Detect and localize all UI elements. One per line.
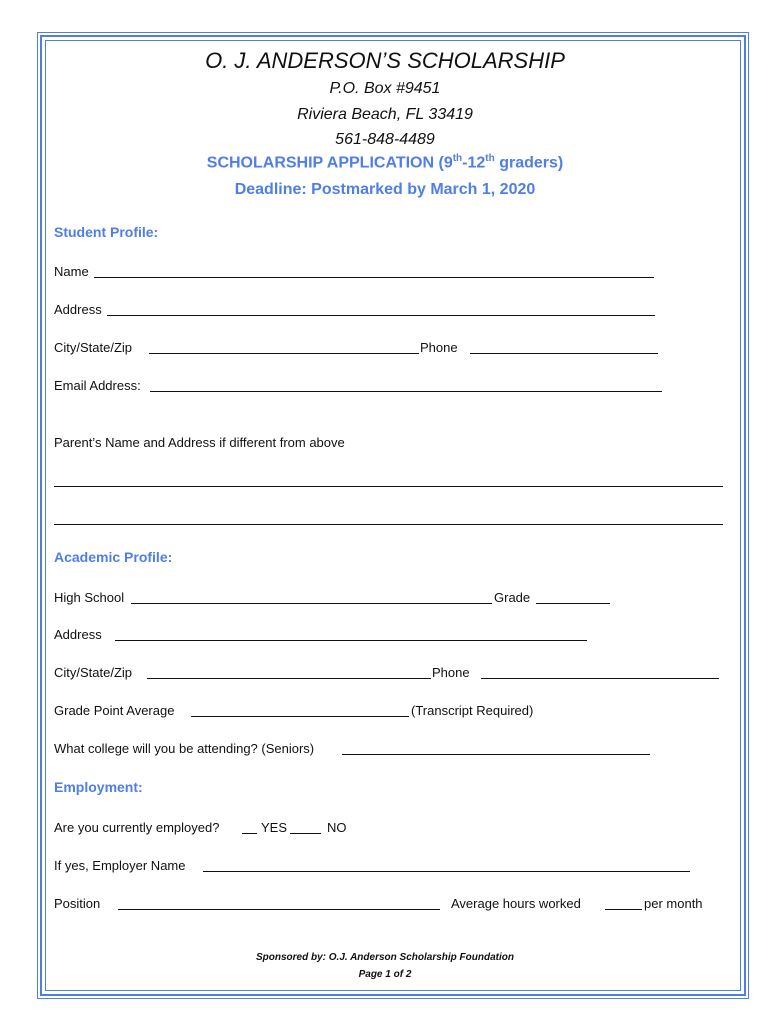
academic-citystatezip-label: City/State/Zip [54, 665, 133, 680]
position-label: Position [54, 896, 101, 911]
page-number: Page 1 of 2 [358, 969, 412, 980]
name-field[interactable] [94, 277, 654, 278]
phone-line: 561-848-4489 [335, 131, 435, 148]
academic-address-field[interactable] [115, 640, 587, 641]
academic-phone-field[interactable] [481, 678, 719, 679]
gpa-field[interactable] [191, 716, 409, 717]
college-field[interactable] [342, 754, 650, 755]
yes-blank[interactable] [242, 833, 257, 834]
parent-field-line-2[interactable] [54, 524, 723, 525]
citystatezip-label: City/State/Zip [54, 340, 133, 355]
address-field[interactable] [107, 315, 655, 316]
email-label: Email Address: [54, 378, 141, 393]
phone-label: Phone [420, 340, 458, 355]
application-heading: SCHOLARSHIP APPLICATION (9th-12th graders) [206, 153, 564, 172]
phone-field[interactable] [470, 353, 658, 354]
yes-label: YES [261, 820, 288, 835]
po-box: P.O. Box #9451 [329, 80, 441, 97]
page-title: O. J. ANDERSON’S SCHOLARSHIP [205, 48, 565, 73]
college-label: What college will you be attending? (Seniors) [54, 741, 315, 756]
per-month-label: per month [644, 896, 703, 911]
academic-phone-label: Phone [432, 665, 470, 680]
hours-label: Average hours worked [451, 896, 581, 911]
no-label: NO [327, 820, 347, 835]
academic-address-label: Address [54, 627, 102, 642]
name-label: Name [54, 264, 89, 279]
academic-citystatezip-field[interactable] [147, 678, 431, 679]
employment-heading: Employment: [54, 779, 143, 795]
student-profile-heading: Student Profile: [54, 224, 159, 240]
grade-label: Grade [494, 590, 531, 605]
deadline-heading: Deadline: Postmarked by March 1, 2020 [234, 181, 536, 198]
high-school-label: High School [54, 590, 125, 605]
employed-question: Are you currently employed? [54, 820, 220, 835]
employer-field[interactable] [203, 871, 690, 872]
no-blank[interactable] [290, 833, 321, 834]
parent-field-line-1[interactable] [54, 486, 723, 487]
gpa-label: Grade Point Average [54, 703, 175, 718]
position-field[interactable] [118, 909, 440, 910]
transcript-note: (Transcript Required) [411, 703, 534, 718]
sponsor-footer: Sponsored by: O.J. Anderson Scholarship Foundation [256, 952, 514, 963]
city-line: Riviera Beach, FL 33419 [297, 106, 473, 123]
address-label: Address [54, 302, 102, 317]
citystatezip-field[interactable] [149, 353, 419, 354]
high-school-field[interactable] [131, 603, 492, 604]
employer-label: If yes, Employer Name [54, 858, 186, 873]
parent-label: Parent’s Name and Address if different from above [54, 435, 345, 450]
academic-profile-heading: Academic Profile: [54, 549, 173, 565]
grade-field[interactable] [536, 603, 610, 604]
email-field[interactable] [150, 391, 662, 392]
hours-field[interactable] [605, 909, 642, 910]
